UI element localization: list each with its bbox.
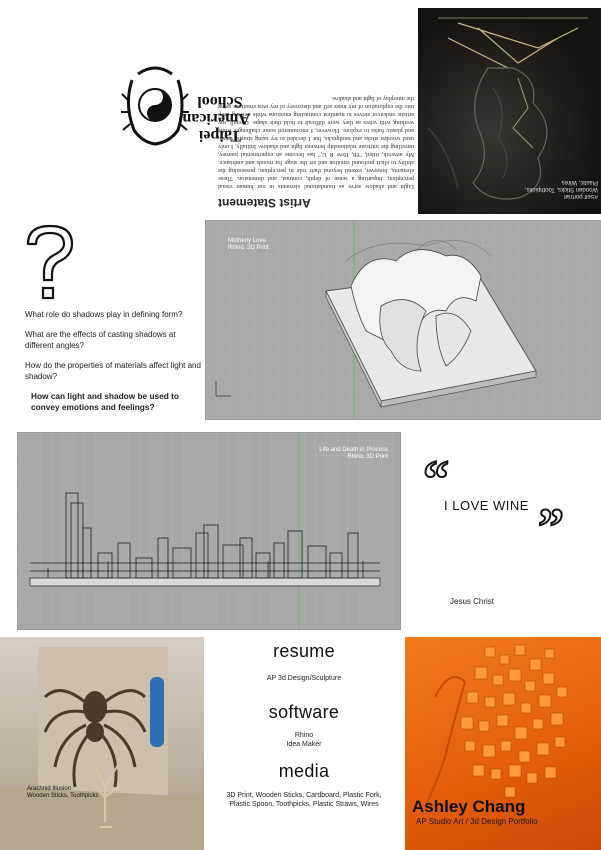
life-death-title: Life and Death in Process	[319, 447, 388, 453]
portfolio-subtitle: AP Studio Art / 3d Design Portfolio	[416, 817, 538, 826]
life-death-media: Rhino, 3D Print	[347, 454, 388, 460]
quote-author: Jesus Christ	[450, 597, 495, 606]
question-mark-icon	[22, 222, 78, 306]
life-and-death-render	[17, 432, 401, 630]
school-name-line1: Taipei	[198, 127, 242, 144]
quote-close-mark: ”	[538, 499, 564, 556]
artist-name: Ashley Chang	[412, 797, 526, 816]
question-4: How can light and shadow be used to convey emotions and feelings?	[31, 391, 179, 412]
question-2: What are the effects of casting shadows at different angles?	[25, 330, 176, 350]
rhino-city-render	[18, 433, 400, 629]
self-portrait-photo	[418, 8, 601, 214]
resume-column	[204, 637, 404, 850]
motherly-love-caption	[228, 238, 269, 252]
media-items: 3D Print, Wooden Sticks, Cardboard, Plastic Fork, Plastic Spoon, Toothpicks, Plastic Straws, Wires	[226, 792, 382, 808]
school-name	[182, 93, 250, 144]
question-3: How do the properties of materials affect light and shadow?	[25, 361, 201, 381]
question-1: What role do shadows play in defining form?	[25, 310, 183, 319]
quote-text: I LOVE WINE	[444, 498, 529, 513]
arachnid-illusion-photo	[0, 637, 204, 850]
school-name-line3: School	[197, 93, 243, 110]
resume-item: AP 3d Design/Sculpture	[266, 675, 342, 682]
self-portrait-media: Wooden Sticks, Toothpicks, Plastic, Wires	[524, 179, 598, 192]
media-heading: media	[278, 761, 330, 781]
software-item-rhino: Rhino	[294, 732, 314, 739]
resume-heading: resume	[273, 641, 335, 661]
dragon-emblem-icon	[120, 60, 190, 150]
software-item-ideamaker: Idea Maker	[286, 741, 322, 748]
school-logo	[120, 35, 250, 165]
motherly-love-title: Motherly Love	[228, 238, 266, 244]
self-portrait-caption	[518, 178, 598, 199]
motherly-love-media: Rhino, 3D Print	[228, 245, 269, 251]
school-name-line2: American	[182, 110, 250, 127]
quote-open-mark: “	[423, 451, 449, 508]
life-death-caption	[319, 447, 388, 461]
arachnid-caption	[27, 786, 98, 800]
artist-statement-title: Artist Statement	[218, 196, 311, 210]
motherly-love-render	[205, 220, 601, 420]
arachnid-title: Arachnid Illusion	[27, 786, 72, 792]
self-portrait-title: #Self portrait	[563, 193, 598, 199]
artist-statement-body: Light and shadow serve as foundational elements in our human visual perception, imparting a sense of depth, contrast, and dimension. These elements, however, extend beyond their role in perception, possessing the ability to elicit profound emotion and set the stage for moods and ambiance. My artwork, titled, "Hi, How R U," has become an experimental journey, unveiling the intricate relationship between light and shadow. Initially, I only used wooden sticks and toothpicks, but I decided to try using straws, wires, and plastic forks to explore. However, I encountered some challenges while working with wires as they were difficult to hold their shape. Overall, my artistic endeavor strives to manifest contrasting emotions while delving deep into the exploration of my inner self and discovery of my own emotions using the interplay of light and shadow.	[218, 95, 414, 190]
arachnid-media: Wooden Sticks, Toothpicks	[27, 793, 99, 799]
spider-shadow-image	[0, 637, 204, 850]
inquiry-questions	[25, 309, 203, 422]
software-heading: software	[268, 702, 340, 722]
